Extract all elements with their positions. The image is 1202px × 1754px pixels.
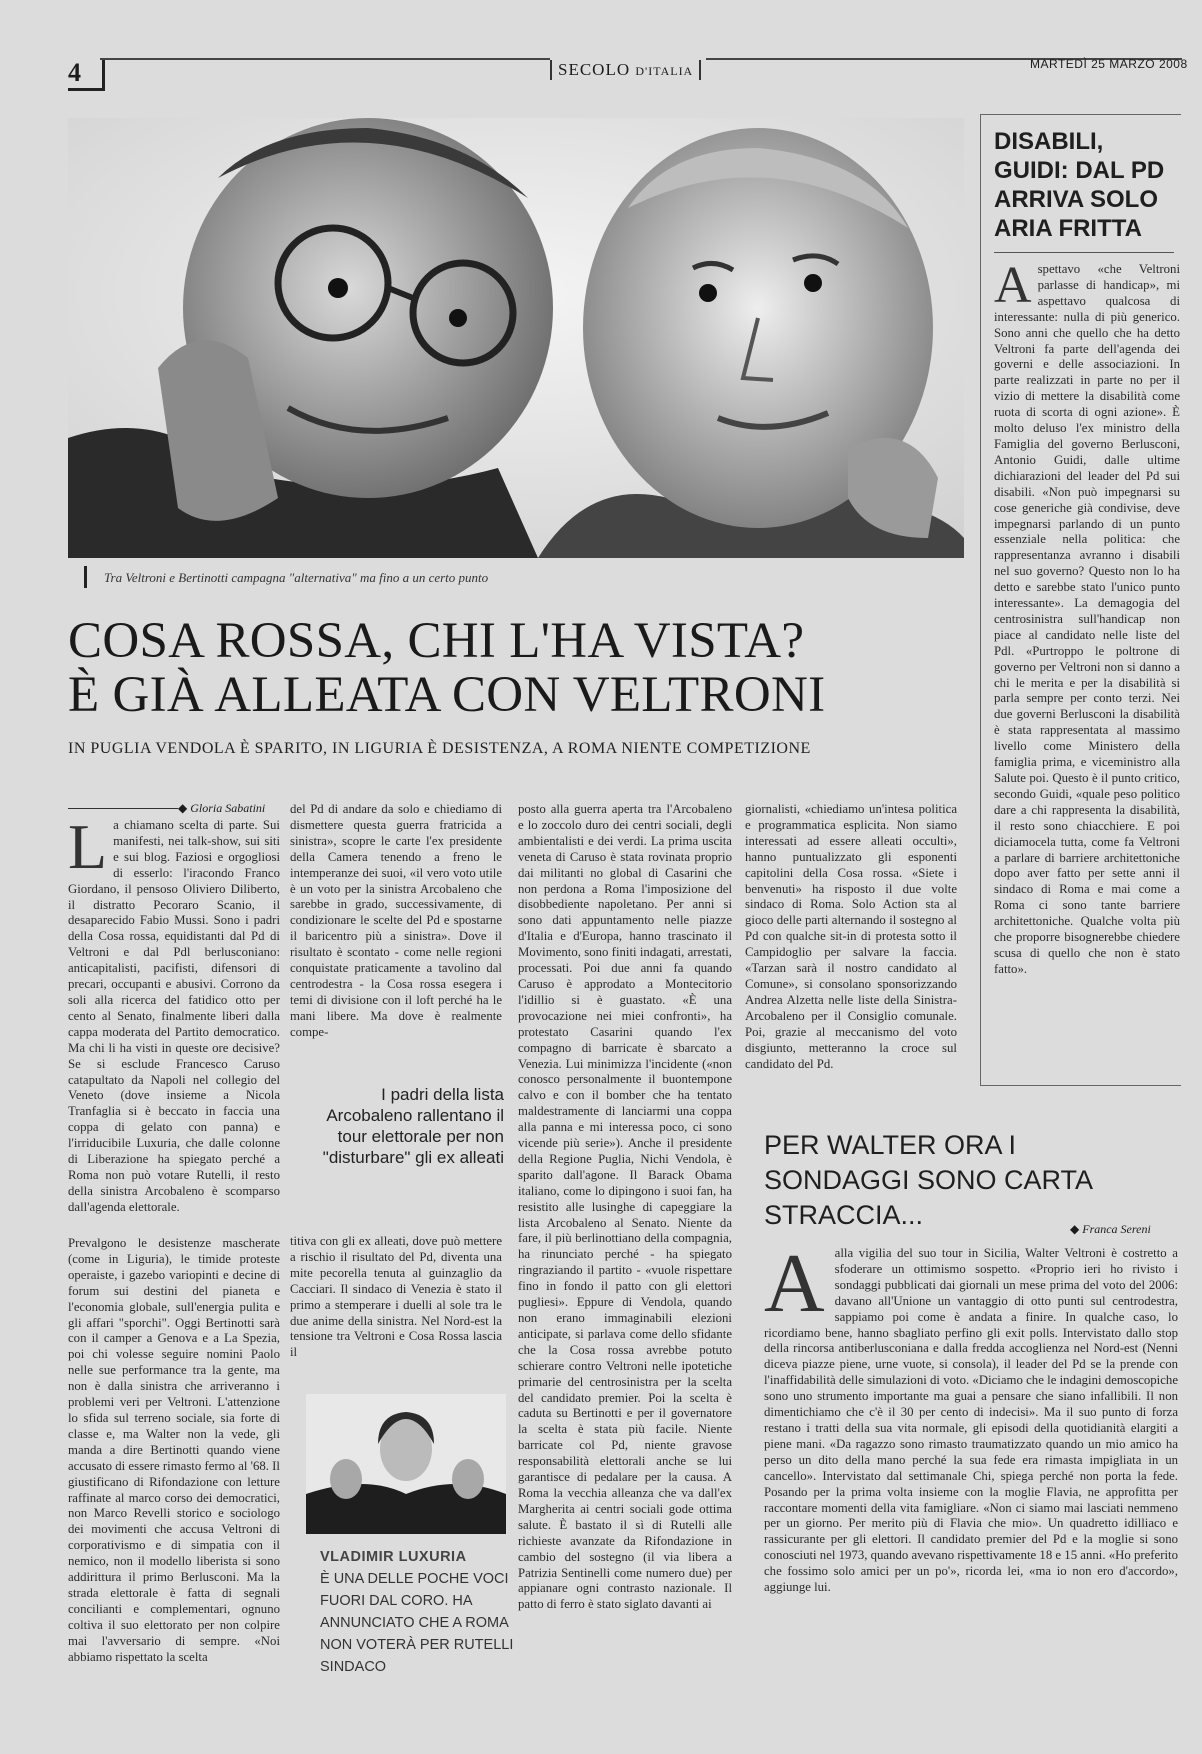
article2-author: Franca Sereni (1082, 1222, 1151, 1236)
byline: ◆ Gloria Sabatini (178, 801, 266, 815)
byline-rule (68, 808, 178, 809)
main-subhead: IN PUGLIA VENDOLA È SPARITO, IN LIGURIA È DESISTENZA, A ROMA NIENTE COMPETIZIONE (68, 740, 811, 757)
newspaper-title: SECOLO (558, 60, 631, 79)
newspaper-name (550, 60, 701, 80)
sidebar-text: spettavo «che Veltroni parlasse di handicap», mi aspettavo qualcosa di interessante: nulla di più generico. Sono anni che quello che ha detto Veltroni fa parte dell'agenda dei governi e delle associazioni. In parte realizzati in parte no per il vizio di mettere la disabilità come ruota di scorta di ogni azione». È molto deluso l'ex ministro della Famiglia del governo Berlusconi, Antonio Guidi, dalle ultime dichiarazioni del leader del Pd sui disabili. «Non può impegnarsi su cose generiche già condivise, deve impegnarsi parlando di un punto essenziale nella politica: che rappresentanza avranno i disabili nel suo governo? Questo non lo ha detto e sarebbe stato l'unico punto interessante». La demagogia del centrosinistra sull'handicap non piace al candidato nelle liste del Pdl. «Purtroppo le poltrone di governo per Veltroni non si danno a chi le merita e per la disabilità si parla sempre per conto terzi. Nei due governi Berlusconi la disabilità è stata rappresentata al massimo livello come Ministero della famiglia prima, e viceministro alla Salute poi. Questo è il punto critico, secondo Guidi, «quale peso politico dare a chi rappresenta la disabilità, il resto sono chiacchiere. E poi diciamocela tutta, come fa Veltroni a parlare di barriere architettoniche dopo aver fatto per sette anni il sindaco di Roma e mai come a Roma ci sono tante barriere architettoniche. Qualche volta più che proporre bisognerebbe chiedere scusa di quello che non è stato fatto». (994, 262, 1180, 976)
sidebar-rule (994, 252, 1174, 253)
main-headline (68, 614, 948, 722)
column-text: a chiamano scelta di parte. Sui manifesti, nei talk-show, sui siti e sui blog. Faziosi e orgogliosi di esserlo: l'iracondo Franco Giordano, il pensoso Oliviero Diliberto, il distratto Pecoraro Scanio, il desaparecido Fabio Mussi. Sono i padri della Cosa rossa, equidistanti dal Pd di Veltroni e dal Pdl berlusconiano: anticapitalisti, pacifisti, difensori di precari, occupanti e abusivi. Corrono da soli alla ricerca del fatidico otto per cento al Senato, finalmente liberi dalla cappa moderata del Partito democratico. Ma chi li ha visti in queste ore decisive? Se si esclude Francesco Caruso catapultato da Napoli nel collegio del Veneto (dove insieme a Nicola Tranfaglia si è beccato in faccia una coppa di gelato con panna) e l'irriducibile Luxuria, che dalle colonne di Liberazione ha spiegato perché a Roma non può votare Rutelli, il resto della sinistra Arcobaleno è scomparso dall'agenda elettorale. (68, 818, 280, 1214)
luxuria-name: VLADIMIR LUXURIA (320, 1549, 467, 1565)
article-column-4: giornalisti, «chiediamo un'intesa politica e programmatica esplicita. Non siamo interessati ad essere alleati occulti», hanno puntualizzato gli esponenti capitolini della Cosa rossa. «Siete i benvenuti» ha risposto il due volte sindaco di Roma. Solo Action sta al gioco delle parti alternando il sostegno al Pd con qualche sit-in di protesta sotto il Campidoglio per salvare la faccia. «Tarzan sarà il nostro candidato al Comune», si consolano sponsorizzando Andrea Alzetta nelle liste della Sinistra-Arcobaleno per il Consiglio comunale. Poi, grazie al meccanismo del voto disgiunto, metteranno la croce sul candidato del Pd. (745, 802, 957, 1071)
main-photo (68, 118, 964, 558)
masthead-rule-left (100, 58, 550, 60)
luxuria-description: È UNA DELLE POCHE VOCI FUORI DAL CORO. HA ANNUNCIATO CHE A ROMA NON VOTERÀ PER RUTELLI SINDACO (320, 1571, 514, 1675)
photo-caption: Tra Veltroni e Bertinotti campagna "alternativa" ma fino a un certo punto (104, 570, 489, 585)
newspaper-suffix: D'ITALIA (635, 64, 694, 78)
article2-dropcap: A (764, 1246, 825, 1330)
article2-body (764, 1246, 1178, 1686)
article-column-2-top: del Pd di andare da solo e chiediamo di dismettere questa guerra fratricida a sinistra», scopre le carte l'ex presidente della Camera tenendo a freno le intemperanze dei suoi, «il vero voto utile è un voto per la sinistra Arcobaleno che sarebbe in grado, successivamente, di condizionare le scelte del Pd e spostarne il baricentro più a sinistra». Dove il risultato è scontato - come nelle regioni conquistate praticamente a tavolino dal centrodestra - la Cosa rossa esegera i temi di divisione con il loft perché ha le mani libere. Ma dove è realmente compe- (290, 802, 502, 1039)
headline-line-2: È GIÀ ALLEATA CON VELTRONI (68, 667, 826, 723)
article2-text: alla vigilia del suo tour in Sicilia, Walter Veltroni è costretto a sfoderare un ottimismo sospetto. «Proprio ieri ho rivisto i sondaggi pubblicati dai giornali un mese prima del voto del 2006: davano all'Unione un vantaggio di otto punti sul centrodestra, sappiamo poi come è andata a finire. In qualche caso, lo ricordiamo bene, hanno sbagliato perfino gli exit polls. Intervistato dallo stop della rincorsa antiberlusconiana e dalla fredda accoglienza nel Nord-est (Nenni diceva piazze piene, urne vuote, si consola), il leader del Pd se la prende con l'inaffidabilità delle simulazioni di voto. «Diciamo che le indagini demoscopiche sono uno strumento importante ma guai a pensare che siano infallibili. Il non dimentichiamo che c'è il 30 per cento di indecisi». Ma il suo punto di forza restano i tratti della sua vita normale, gli episodi della quotidianità elargiti a piene mani. «Da ragazzo sono rimasto traumatizzato quando un mio amico ha perso un dito della mano perché la sua fede era rimasta impigliata in un cancello». Intervistato dal settimanale Chi, spiega perché non porta la fede. Posando per la prima volta insieme con la moglie Flavia, ne approfitta per raccontare momenti della vita famigliare. «Non ci siamo mai lasciati nemmeno per un giorno. Per merito più di Flavia che mio». Un quadretto idilliaco e rassicurante per gli elettori. Il candidato premier del Pd e la moglie si sono conosciuti nel 1973, quando avevano rispettivamente 18 e 15 anni. «Ho preferito che fossimo solo amici per un po'», ricorda lei, «ma io non ero d'accordo», aggiunge lui. (764, 1246, 1178, 1595)
issue-date: MARTEDÌ 25 MARZO 2008 (1030, 57, 1188, 71)
article-column-1-bottom: Prevalgono le desistenze mascherate (come in Liguria), le timide proteste operaiste, i gazebo variopinti e decine di forum sui destini del pianeta e l'economia globale, sull'energia pulita e gli affari "sporchi". Oggi Bertinotti sarà con il camper a Genova e a La Spezia, poi chi volesse seguire nomini Paolo nelle sue performance tra la gente, ma non è dalla sinistra che arriveranno i problemi veri per Veltroni. L'attenzione lo sfida sul terreno sociale, sia forte di classe e, ma Walter non la vede, gli manda a dire Bertinotti quando viene accusato di essere rimasto fermo al '68. Il giustificano di Rifondazione con letture raffinate al marco corso dei democratici, non Marco Revelli storico e sociologo dei movimenti che accusa Veltroni di corporativismo e di simpatia con il nemico, non il modello liberista si sono addirittura il primo Berlusconi. Ma la strada elettorale è fatta di segnali concilianti e complementari, ognuno coltiva il suo elettorato per non colpire mai l'avversario di sempre. «Noi abbiamo rispettato la scelta (68, 1236, 280, 1664)
caption-bar (84, 566, 87, 588)
sidebar-dropcap: A (994, 262, 1032, 314)
sidebar-headline: DISABILI, GUIDI: DAL PD ARRIVA SOLO ARIA FRITTA (994, 128, 1165, 242)
article2-byline: ◆ Franca Sereni (1070, 1222, 1151, 1236)
byline-author: Gloria Sabatini (190, 801, 266, 815)
pull-quote: I padri della lista Arcobaleno rallentano il tour elettorale per non "disturbare" gli ex alleati (322, 1085, 504, 1167)
headline-line-1: COSA ROSSA, CHI L'HA VISTA? (68, 613, 805, 669)
article-column-2-bottom: titiva con gli ex alleati, dove può mettere a rischio il risultato del Pd, diventa una mite pecorella tenuta al guinzaglio da Cacciari. Il sindaco di Venezia è stato il primo a stemperare i duelli al sole tra le due anime della sinistra. Nel Nord-est la tensione tra Veltroni e Cosa Rossa lascia il (290, 1234, 502, 1360)
luxuria-caption (320, 1546, 516, 1678)
article-column-1-top (68, 818, 280, 1236)
page-number: 4 (68, 58, 81, 87)
article2-headline: PER WALTER ORA I SONDAGGI SONO CARTA STRACCIA... (764, 1130, 1092, 1230)
article-column-3: posto alla guerra aperta tra l'Arcobaleno e lo zoccolo duro dei centri sociali, degli ambientalisti e dei verdi. La prima uscita veneta di Caruso è stata rovinata proprio dai militanti no global di Casarini che non perdona a Roma l'imposizione del disobbediente napoletano. Per anni si sono dati appuntamento nelle piazze d'Italia e d'Europa, hanno trascinato il Movimento, sono finiti indagati, arrestati, processati. Poi due anni fa quando Caruso è approdato a Montecitorio l'idillio si è guastato. «È una provocazione nei miei confronti», ha protestato Casarini quando l'ex compagno di barricate è sbarcato a Venezia. Lui minimizza l'incidente («non conosco personalmente il buontempone calvo e con il bomber che ha tentato maldestramente di lanciarmi una coppa alla panna e mi interessa poco, ci sono vicende più serie»). Anche il presidente della Regione Puglia, Nichi Vendola, è sparito dall'agone. Il Barack Obama italiano, come lo dipingono i suoi fan, ha resistito alle lusinghe di capeggiare la lista Arcobaleno al Senato. Niente da fare, il più berlinottiano della compagnia, ha rinunciato perché - ha spiegato ringraziando il partito - «vuole rispettare fino in fondo il patto con gli elettori pugliesi». Eppure di Vendola, quando non erano immaginabili elezioni anticipate, si parlava come dello sfidante che la Cosa rossa avrebbe potuto schierare contro Veltroni nelle ipotetiche primarie del centrosinistra per la scelta del candidato premier. Poi la scelta è caduta su Bertinotti e per il governatore la scelta è stata più facile. Niente barricate col Pd, niente gravose responsabilità elettorali anche se lui garantisce di pedalare per la causa. A Roma la vecchia alleanza che va dall'ex Margherita ai centri sociali gode ottima salute. È bastato il sì di Rutelli alle richieste avanzate da Rifondazione in cambio del sostegno (il via libera a Patrizia Sentinelli come numero due) per appianare ogni contrasto nazionale. Il patto di ferro è stato siglato davanti ai (518, 802, 732, 1612)
dropcap: L (68, 818, 108, 882)
luxuria-photo (306, 1394, 506, 1534)
sidebar-body (994, 262, 1180, 1076)
